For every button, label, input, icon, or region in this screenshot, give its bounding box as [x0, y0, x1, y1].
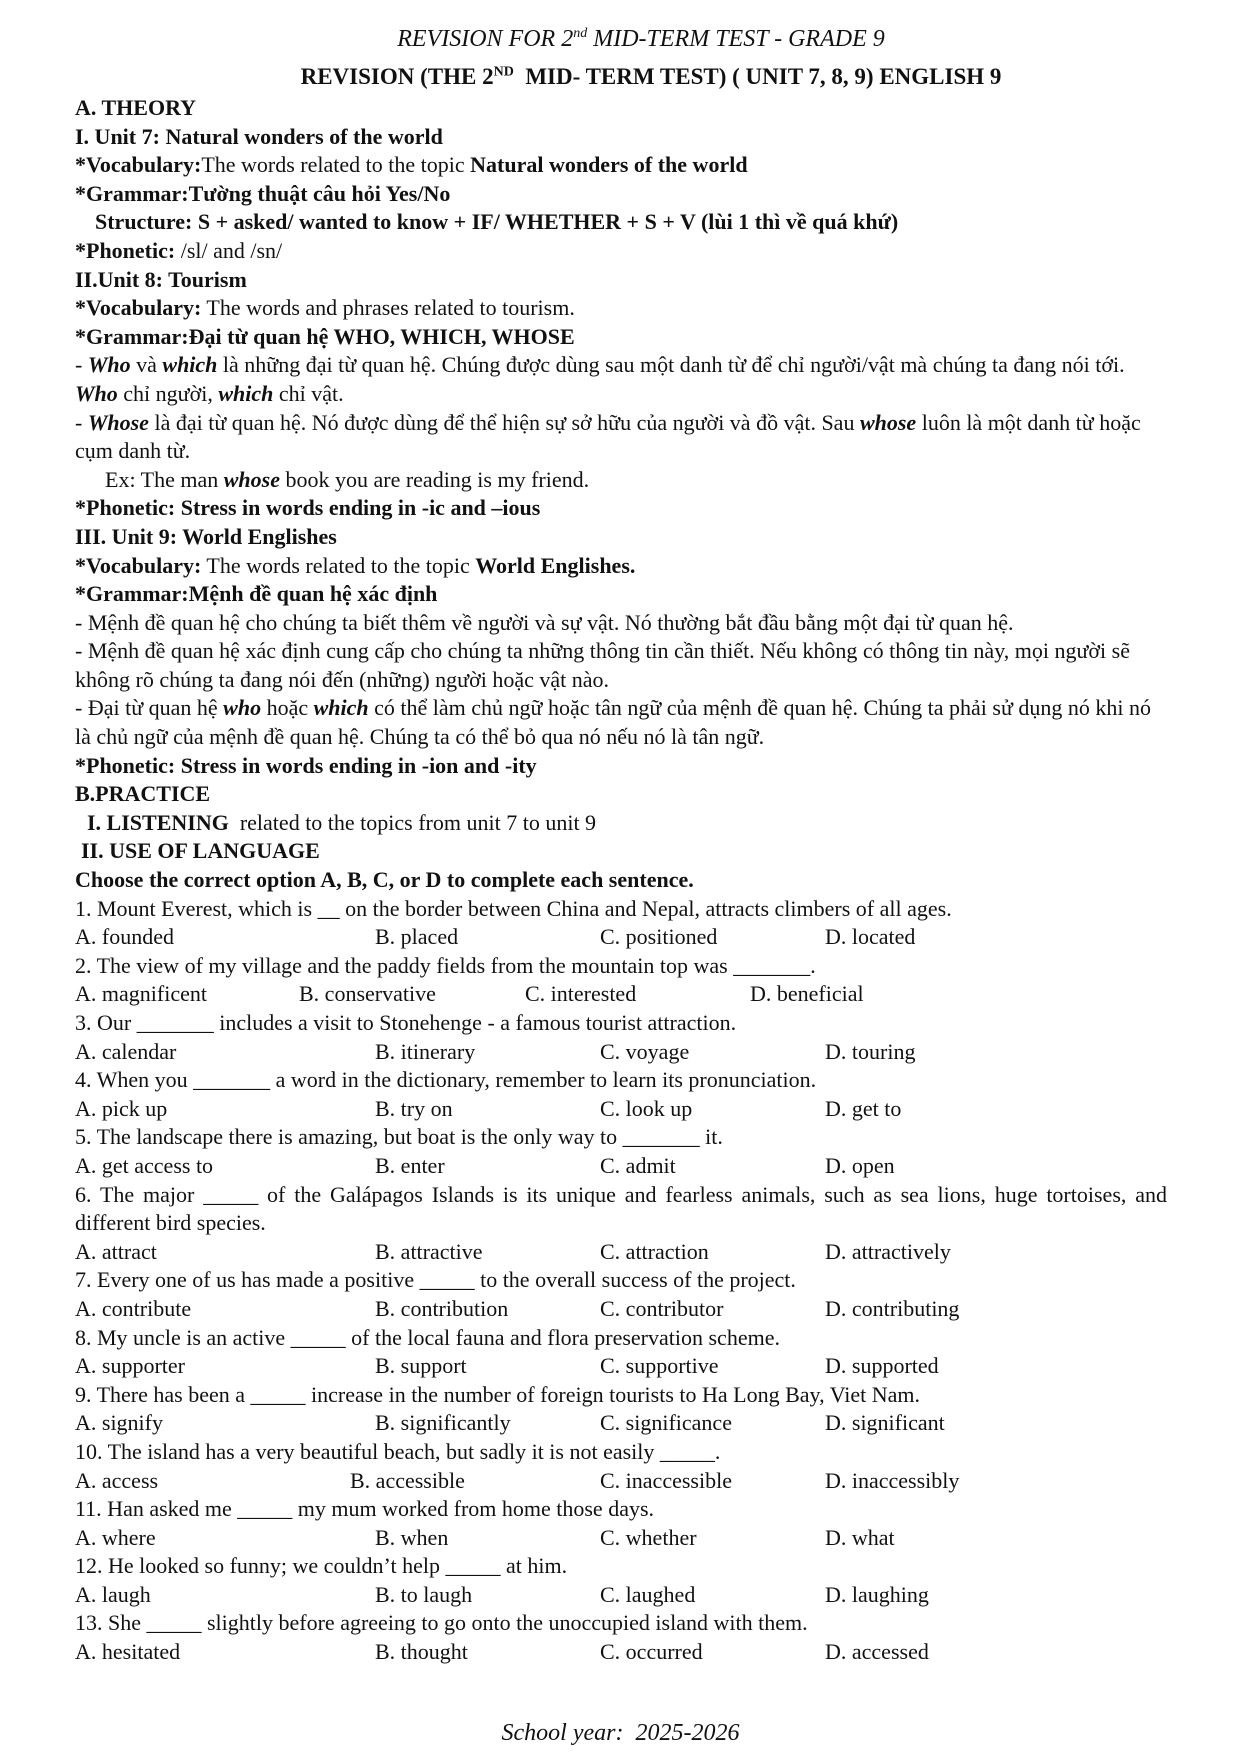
- question-4: 4. When you _______ a word in the dictionary, remember to learn its pronunciation.: [75, 1067, 817, 1093]
- listening-text: related to the topics from unit 7 to unit 9: [228, 809, 597, 835]
- options-7: [75, 1295, 1167, 1324]
- options-12: [75, 1581, 1167, 1610]
- unit9-p3-which: which: [313, 695, 369, 721]
- unit7-vocab-topic: Natural wonders of the world: [470, 152, 748, 178]
- options-3: [75, 1038, 1167, 1067]
- unit8-vocab-label: *Vocabulary:: [75, 295, 202, 321]
- option-b[interactable]: B. conservative: [299, 981, 436, 1007]
- unit8-p2-whose: Whose: [87, 409, 149, 435]
- question-7: 7. Every one of us has made a positive _____ to the overall success of the project.: [75, 1267, 796, 1293]
- unit8-vocab-text: The words and phrases related to tourism.: [201, 295, 575, 321]
- instruction: Choose the correct option A, B, C, or D to complete each sentence.: [75, 867, 694, 893]
- options-9: [75, 1409, 1167, 1438]
- option-b[interactable]: B. to laugh: [375, 1581, 473, 1607]
- option-c[interactable]: C. contributor: [600, 1295, 724, 1321]
- unit8-example-whose: whose: [223, 466, 280, 492]
- options-5: [75, 1152, 1167, 1181]
- option-a[interactable]: A. access: [75, 1467, 159, 1493]
- question-10: 10. The island has a very beautiful beach, but sadly it is not easily _____.: [75, 1438, 721, 1464]
- unit7-phonetic-text: /sl/ and /sn/: [175, 237, 283, 263]
- option-d[interactable]: D. get to: [825, 1095, 902, 1121]
- option-c[interactable]: C. whether: [600, 1524, 697, 1550]
- unit9-p3-text-3: có thể làm chủ ngữ hoặc tân ngữ của mệnh đề quan hệ. Chúng ta phải sử dụng nó khi nó là chủ ngữ của mệnh đề quan hệ. Chúng ta có thể bỏ qua nó nếu nó là tân ngữ.: [75, 695, 1152, 750]
- option-a[interactable]: A. get access to: [75, 1152, 214, 1178]
- option-a[interactable]: A. magnificent: [75, 981, 207, 1007]
- options-1: [75, 923, 1167, 952]
- option-d[interactable]: D. beneficial: [750, 981, 864, 1007]
- option-a[interactable]: A. founded: [75, 924, 174, 950]
- option-d[interactable]: D. accessed: [825, 1639, 929, 1665]
- option-d[interactable]: D. located: [825, 924, 916, 950]
- question-13: 13. She _____ slightly before agreeing to go onto the unoccupied island with them.: [75, 1610, 808, 1636]
- option-d[interactable]: D. significant: [825, 1410, 945, 1436]
- unit9-vocab-topic: World Englishes.: [475, 552, 636, 578]
- unit8-p1-text-2: và: [130, 352, 163, 378]
- document-title-text-2: MID- TERM TEST) ( UNIT 7, 8, 9) ENGLISH 9: [513, 64, 1002, 89]
- unit9-vocab-label: *Vocabulary:: [75, 552, 202, 578]
- option-b[interactable]: B. when: [375, 1524, 449, 1550]
- unit8-paragraph-1: [75, 351, 1167, 408]
- option-a[interactable]: A. attract: [75, 1238, 157, 1264]
- option-a[interactable]: A. supporter: [75, 1353, 185, 1379]
- unit8-p1-who: Who: [87, 352, 131, 378]
- option-c[interactable]: C. attraction: [600, 1238, 709, 1264]
- option-c[interactable]: C. voyage: [600, 1038, 690, 1064]
- question-8: 8. My uncle is an active _____ of the local fauna and flora preservation scheme.: [75, 1324, 780, 1350]
- footer-school-year: School year: 2025-2026: [501, 1720, 740, 1746]
- unit8-p1-who-2: Who: [75, 380, 118, 406]
- unit7-phonetic: [75, 237, 1167, 266]
- unit8-p2-text-2: là đại từ quan hệ. Nó được dùng để thể hiện sự sở hữu của người và đồ vật. Sau: [148, 409, 860, 435]
- unit8-phonetic: *Phonetic: Stress in words ending in -ic and –ious: [75, 495, 541, 521]
- unit9-grammar: *Grammar:Mệnh đề quan hệ xác định: [75, 581, 438, 607]
- options-10: [75, 1467, 1167, 1496]
- unit7-heading: I. Unit 7: Natural wonders of the world: [75, 123, 443, 149]
- unit9-paragraph-3: [75, 694, 1167, 751]
- options-2: [75, 980, 1167, 1009]
- unit8-p1-text: -: [75, 352, 88, 378]
- option-a[interactable]: A. hesitated: [75, 1639, 181, 1665]
- unit8-example-text: Ex: The man: [105, 466, 224, 492]
- question-12: 12. He looked so funny; we couldn’t help _____ at him.: [75, 1553, 568, 1579]
- question-9: 9. There has been a _____ increase in the number of foreign tourists to Ha Long Bay, Viet Nam.: [75, 1381, 921, 1407]
- unit7-structure: Structure: S + asked/ wanted to know + IF/ WHETHER + S + V (lùi 1 thì về quá khứ): [95, 209, 899, 235]
- unit8-paragraph-2: [75, 409, 1167, 466]
- unit8-heading: II.Unit 8: Tourism: [75, 266, 247, 292]
- unit9-paragraph-2: - Mệnh đề quan hệ xác định cung cấp cho chúng ta những thông tin cần thiết. Nếu không có thông tin này, mọi người sẽ không rõ chúng ta đang nói đến (những) người hoặc vật nào.: [75, 638, 1130, 692]
- option-d[interactable]: D. inaccessibly: [825, 1467, 960, 1493]
- option-d[interactable]: D. open: [825, 1152, 895, 1178]
- option-c[interactable]: C. supportive: [600, 1353, 719, 1379]
- unit8-p2-whose-2: whose: [859, 409, 917, 435]
- question-3: 3. Our _______ includes a visit to Stonehenge - a famous tourist attraction.: [75, 1010, 737, 1035]
- document-title-sup: ND: [493, 64, 514, 80]
- document-title-text: REVISION (THE 2: [300, 64, 494, 89]
- options-11: [75, 1524, 1167, 1553]
- option-d[interactable]: D. laughing: [825, 1581, 929, 1607]
- option-b[interactable]: B. accessible: [350, 1467, 465, 1493]
- unit8-example: [75, 466, 1167, 495]
- option-b[interactable]: B. try on: [375, 1095, 453, 1121]
- unit9-p3-text-2: hoặc: [261, 695, 314, 721]
- options-6: [75, 1238, 1167, 1267]
- options-13: [75, 1638, 1167, 1667]
- option-a[interactable]: A. calendar: [75, 1038, 177, 1064]
- header-title-sup: nd: [573, 26, 588, 41]
- option-b[interactable]: B. support: [375, 1353, 467, 1379]
- unit8-p1-text-5: chỉ vật.: [273, 380, 344, 406]
- unit9-p3-who: who: [223, 695, 262, 721]
- option-c[interactable]: C. occurred: [600, 1639, 703, 1665]
- option-b[interactable]: B. enter: [375, 1152, 445, 1178]
- option-a[interactable]: A. contribute: [75, 1295, 192, 1321]
- option-c[interactable]: C. positioned: [600, 924, 718, 950]
- unit8-grammar: *Grammar:Đại từ quan hệ WHO, WHICH, WHOSE: [75, 323, 575, 349]
- theory-heading: A. THEORY: [75, 95, 197, 120]
- option-b[interactable]: B. thought: [375, 1639, 468, 1665]
- unit8-p2-text-3: luôn là một danh từ hoặc cụm danh từ.: [75, 409, 1141, 464]
- option-b[interactable]: B. contribution: [375, 1295, 509, 1321]
- option-a[interactable]: A. where: [75, 1524, 156, 1550]
- unit8-p2-text: -: [75, 409, 88, 435]
- unit9-p3-text: - Đại từ quan hệ: [75, 695, 224, 721]
- practice-heading: B.PRACTICE: [75, 781, 211, 807]
- unit7-vocab-label: *Vocabulary:: [75, 152, 202, 178]
- unit9-heading: III. Unit 9: World Englishes: [75, 523, 337, 549]
- unit7-vocab-text: The words related to the topic: [201, 152, 471, 178]
- unit7-phonetic-label: *Phonetic:: [75, 237, 176, 263]
- unit8-p1-which-2: which: [218, 380, 274, 406]
- unit9-vocabulary: [75, 552, 1167, 581]
- option-c[interactable]: C. inaccessible: [600, 1467, 732, 1493]
- option-d[interactable]: D. supported: [825, 1353, 939, 1379]
- unit9-vocab-text: The words related to the topic: [201, 552, 476, 578]
- option-d[interactable]: D. touring: [825, 1038, 916, 1064]
- listening-section: [75, 809, 1167, 838]
- unit9-phonetic: *Phonetic: Stress in words ending in -ion and -ity: [75, 752, 537, 778]
- option-c[interactable]: C. significance: [600, 1410, 732, 1436]
- option-b[interactable]: B. significantly: [375, 1410, 511, 1436]
- listening-label: I. LISTENING: [87, 809, 229, 835]
- question-2: 2. The view of my village and the paddy fields from the mountain top was _______.: [75, 952, 816, 978]
- unit8-example-text-2: book you are reading is my friend.: [279, 466, 590, 492]
- option-c[interactable]: C. interested: [525, 981, 637, 1007]
- option-c[interactable]: C. admit: [600, 1152, 676, 1178]
- option-d[interactable]: D. attractively: [825, 1238, 951, 1264]
- option-a[interactable]: A. signify: [75, 1410, 163, 1436]
- options-4: [75, 1095, 1167, 1124]
- question-11: 11. Han asked me _____ my mum worked from home those days.: [75, 1496, 655, 1522]
- option-b[interactable]: B. itinerary: [375, 1038, 476, 1064]
- unit7-grammar: *Grammar:Tường thuật câu hỏi Yes/No: [75, 180, 451, 206]
- document-title: [75, 62, 1167, 92]
- option-c[interactable]: C. look up: [600, 1095, 693, 1121]
- option-a[interactable]: A. pick up: [75, 1095, 168, 1121]
- option-d[interactable]: D. contributing: [825, 1295, 960, 1321]
- unit9-paragraph-1: - Mệnh đề quan hệ cho chúng ta biết thêm về người và sự vật. Nó thường bắt đầu bằng một đại từ quan hệ.: [75, 609, 1014, 635]
- option-b[interactable]: B. attractive: [375, 1238, 483, 1264]
- question-1: 1. Mount Everest, which is __ on the border between China and Nepal, attracts climbers of all ages.: [75, 895, 952, 921]
- unit8-vocabulary: [75, 294, 1167, 323]
- header-title-text: REVISION FOR 2: [397, 26, 574, 52]
- header-title-text-2: MID-TERM TEST - GRADE 9: [587, 26, 885, 52]
- question-6: 6. The major _____ of the Galápagos Islands is its unique and fearless animals, such as sea lions, huge tortoises, and different bird species.: [75, 1181, 1167, 1236]
- unit7-vocabulary: [75, 151, 1167, 180]
- unit8-p1-which: which: [162, 352, 218, 378]
- option-c[interactable]: C. laughed: [600, 1581, 696, 1607]
- document-page: [75, 24, 1167, 1667]
- header-title: [75, 24, 1167, 54]
- unit8-p1-text-3: là những đại từ quan hệ. Chúng được dùng sau một danh từ để chỉ người/vật mà chúng ta đang nói tới.: [217, 352, 1125, 378]
- use-of-language-heading: II. USE OF LANGUAGE: [81, 838, 320, 864]
- option-b[interactable]: B. placed: [375, 924, 459, 950]
- options-8: [75, 1352, 1167, 1381]
- question-5: 5. The landscape there is amazing, but boat is the only way to _______ it.: [75, 1124, 723, 1150]
- option-d[interactable]: D. what: [825, 1524, 895, 1550]
- unit8-p1-text-4: chỉ người,: [117, 380, 219, 406]
- option-a[interactable]: A. laugh: [75, 1581, 151, 1607]
